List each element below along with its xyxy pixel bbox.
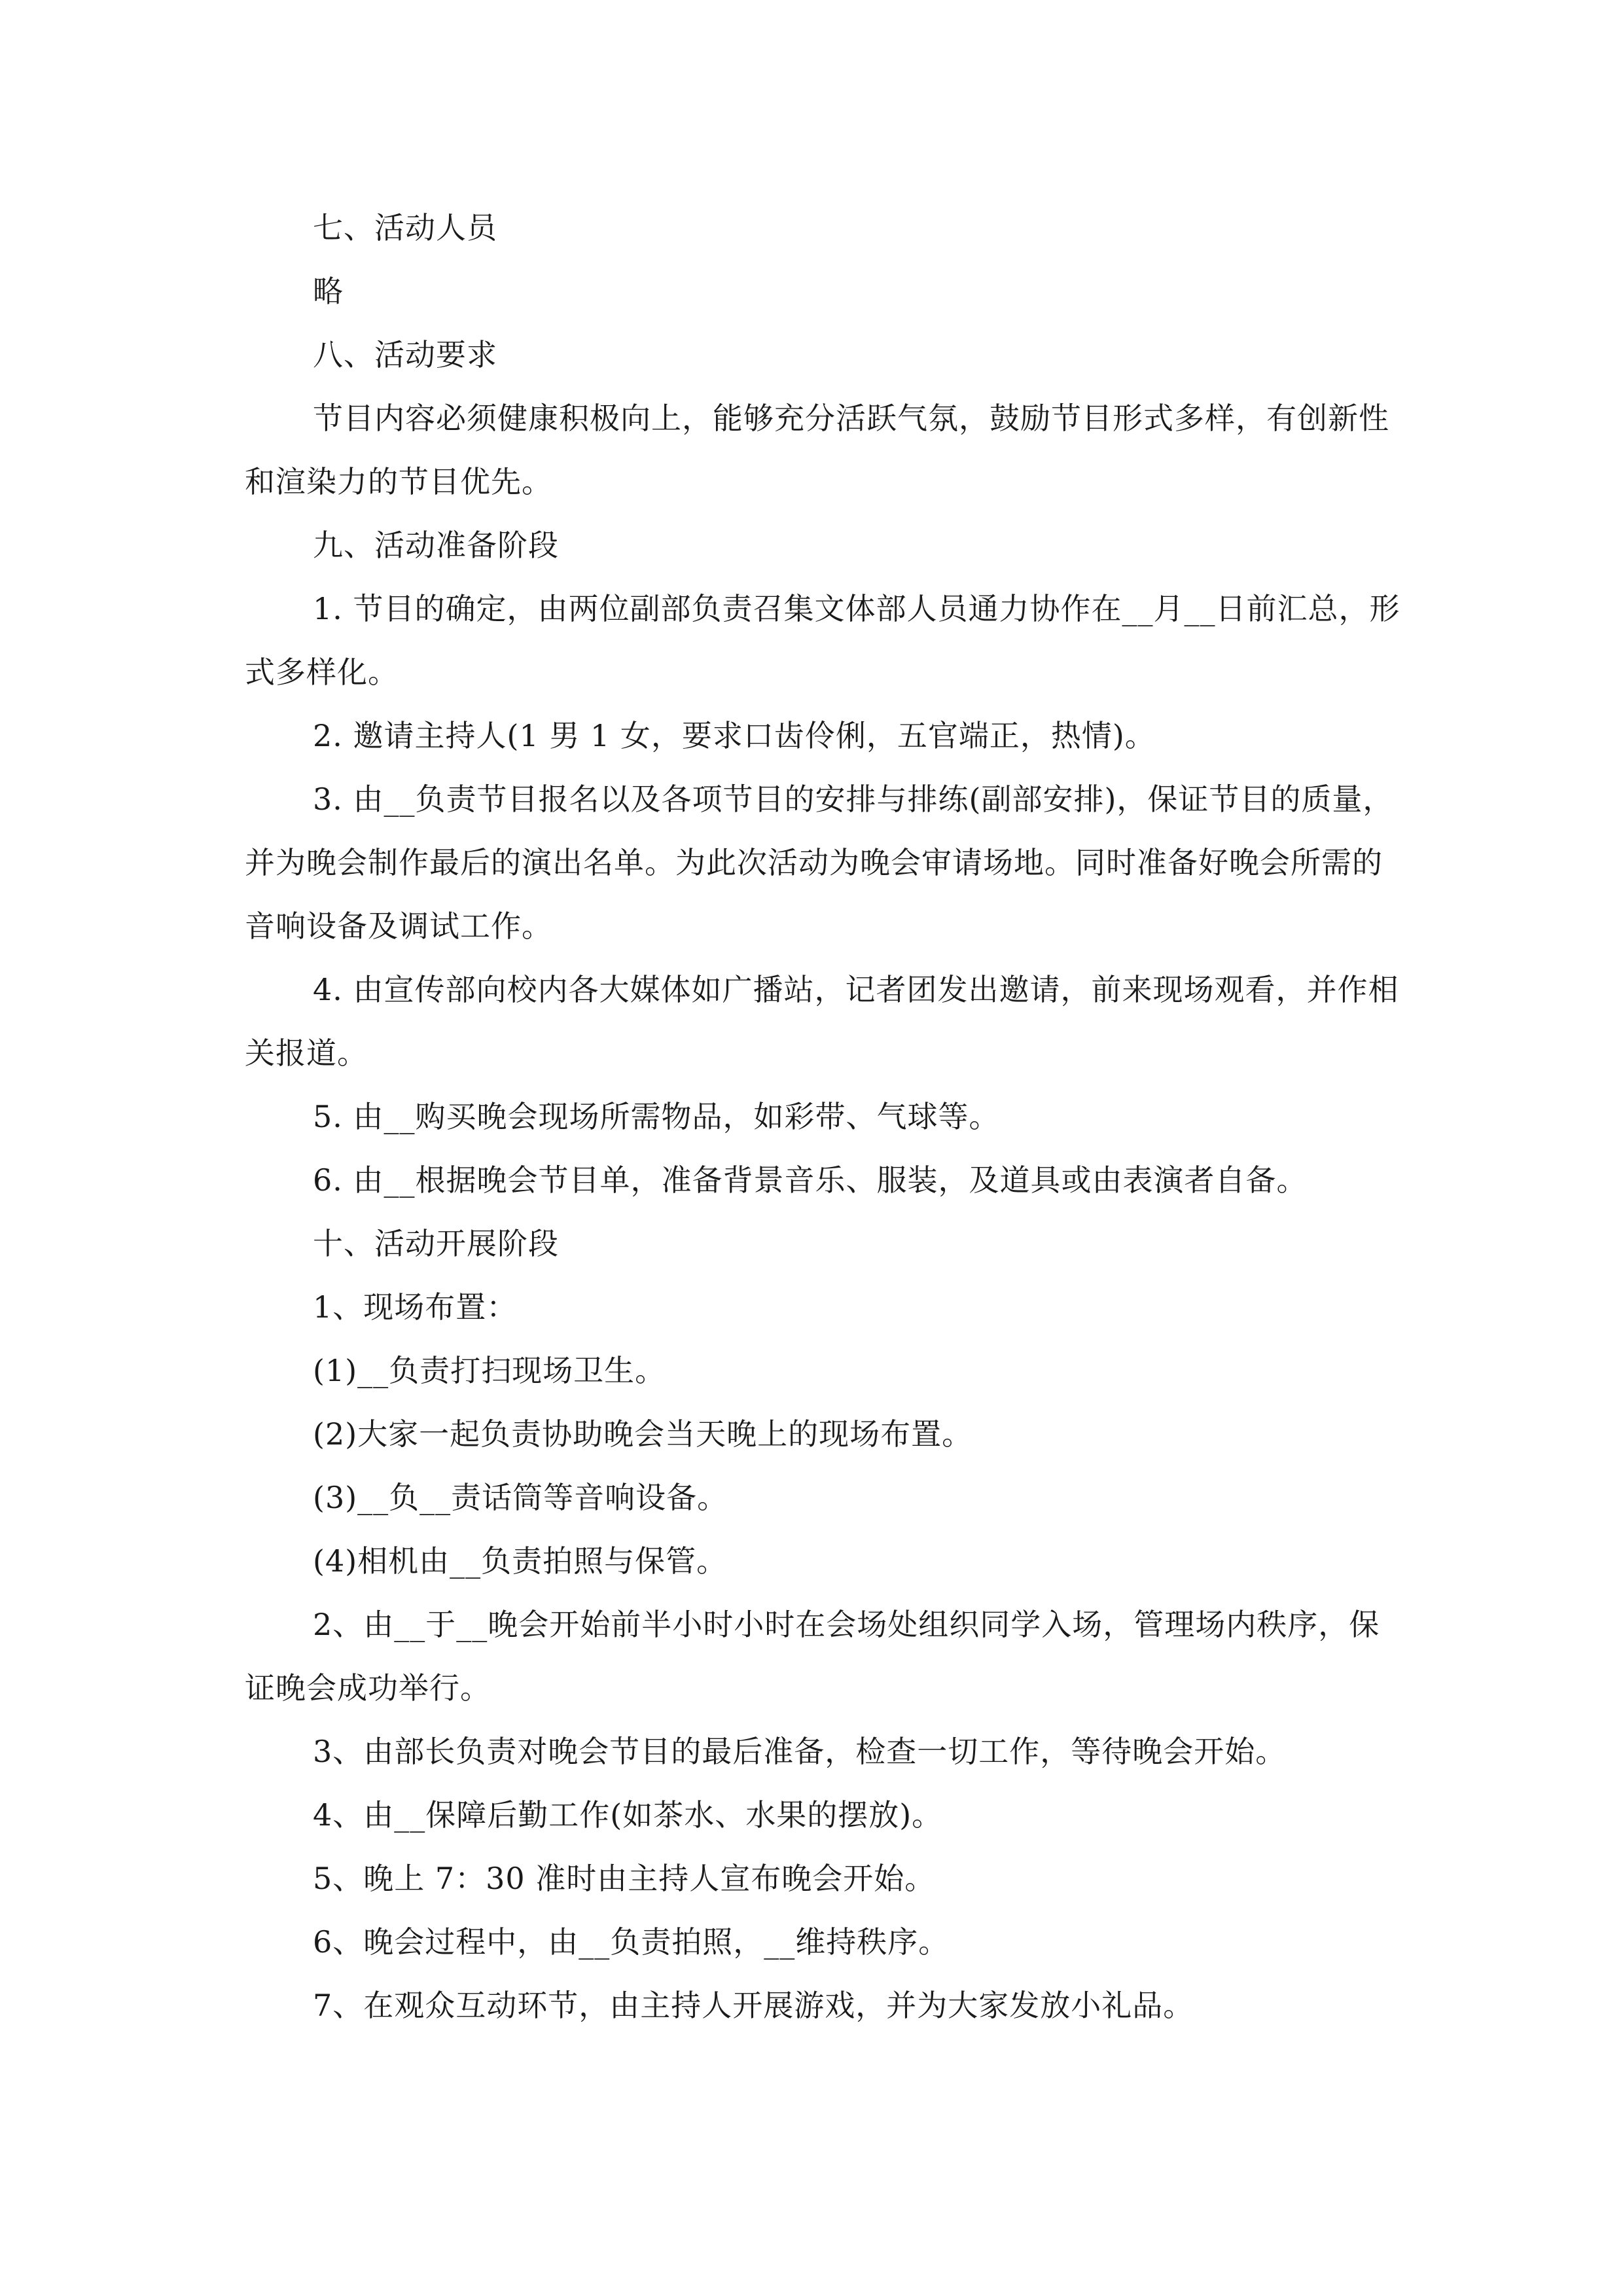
section-heading-preparation: 九、活动准备阶段: [313, 528, 559, 563]
paragraph-personnel-omitted: 略: [313, 274, 344, 309]
paragraph-prep-item-6: 6. 由__根据晚会节目单，准备背景音乐、服装，及道具或由表演者自备。: [313, 1162, 1308, 1198]
paragraph-exec-item-5: 5、晚上 7：30 准时由主持人宣布晚会开始。: [313, 1861, 936, 1896]
paragraph-requirements: 节目内容必须健康积极向上，能够充分活跃气氛，鼓励节目形式多样，有创新性和渲染力的节目优先。: [245, 401, 1389, 499]
paragraph-exec-item-4: 4、由__保障后勤工作(如茶水、水果的摆放)。: [313, 1797, 943, 1833]
paragraph-exec-subitem-3: (3)__负__责话筒等音响设备。: [313, 1480, 728, 1515]
paragraph-exec-item-6: 6、晚会过程中，由__负责拍照，__维持秩序。: [313, 1924, 950, 1960]
paragraph-exec-item-1: 1、现场布置：: [313, 1289, 518, 1325]
paragraph-prep-item-2: 2. 邀请主持人(1 男 1 女，要求口齿伶俐，五官端正，热情)。: [313, 718, 1156, 753]
paragraph-prep-item-5: 5. 由__购买晚会现场所需物品，如彩带、气球等。: [313, 1099, 1000, 1134]
paragraph-exec-subitem-2: (2)大家一起负责协助晚会当天晚上的现场布置。: [313, 1416, 973, 1452]
paragraph-prep-item-4: 4. 由宣传部向校内各大媒体如广播站，记者团发出邀请，前来现场观看，并作相关报道。: [245, 972, 1399, 1071]
paragraph-exec-subitem-1: (1)__负责打扫现场卫生。: [313, 1353, 666, 1388]
paragraph-exec-item-7: 7、在观众互动环节，由主持人开展游戏，并为大家发放小礼品。: [313, 1988, 1194, 2023]
paragraph-exec-item-2: 2、由__于__晚会开始前半小时小时在会场处组织同学入场，管理场内秩序，保证晚会成功举行。: [245, 1607, 1380, 1706]
section-heading-personnel: 七、活动人员: [313, 210, 497, 245]
paragraph-exec-item-3: 3、由部长负责对晚会节目的最后准备，检查一切工作，等待晚会开始。: [313, 1734, 1287, 1769]
paragraph-exec-subitem-4: (4)相机由__负责拍照与保管。: [313, 1543, 728, 1579]
section-heading-requirements: 八、活动要求: [313, 337, 497, 372]
section-heading-execution: 十、活动开展阶段: [313, 1226, 559, 1261]
document-body: [245, 196, 1403, 2037]
paragraph-prep-item-3: 3. 由__负责节目报名以及各项节目的安排与排练(副部安排)，保证节目的质量，并为晚会制作最后的演出名单。为此次活动为晚会审请场地。同时准备好晚会所需的音响设备及调试工作。: [245, 781, 1394, 944]
paragraph-prep-item-1: 1. 节目的确定，由两位副部负责召集文体部人员通力协作在__月__日前汇总，形式多样化。: [245, 591, 1400, 690]
